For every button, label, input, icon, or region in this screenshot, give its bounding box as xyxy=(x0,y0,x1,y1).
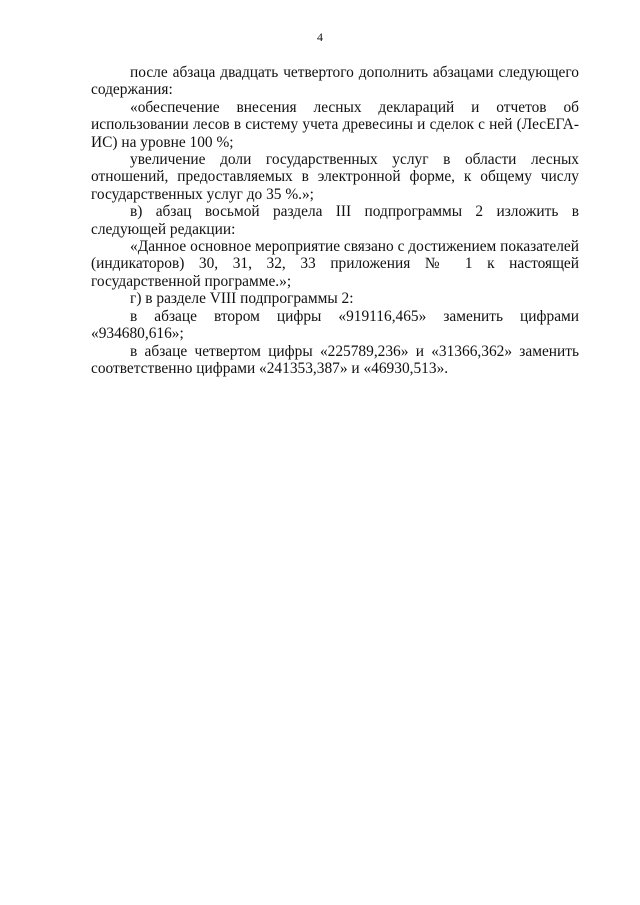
paragraph-second-abzac-figures: в абзаце втором цифры «919116,465» заменить цифрами «934680,616»; xyxy=(91,307,579,343)
paragraph-fourth-abzac-figures: в абзаце четвертом цифры «225789,236» и «31366,362» заменить соответственно цифрами «241353,387» и «46930,513». xyxy=(91,342,579,377)
page-number: 4 xyxy=(317,30,323,44)
paragraph-section-iii: в) абзац восьмой раздела III подпрограммы 2 изложить в следующей редакции: xyxy=(91,203,579,238)
paragraph-add-paragraphs: после абзаца двадцать четвертого дополнить абзацами следующего содержания: xyxy=(91,64,579,99)
paragraph-electronic-services: увеличение доли государственных услуг в области лесных отношений, предоставляемых в электронной форме, к общему числу государственных услуг до 35 %.»; xyxy=(91,151,579,203)
paragraph-section-viii: г) в разделе VIII подпрограммы 2: xyxy=(130,290,354,308)
paragraph-indicators: «Данное основное мероприятие связано с достижением показателей (индикаторов) 30, 31, 32, 33 приложения № 1 к настоящей государственной программе.»; xyxy=(91,238,579,290)
paragraph-forest-declarations: «обеспечение внесения лесных деклараций и отчетов об использовании лесов в систему учета древесины и сделок с ней (ЛесЕГА-ИС) на уровне 100 %; xyxy=(91,98,579,151)
document-body xyxy=(91,64,579,377)
